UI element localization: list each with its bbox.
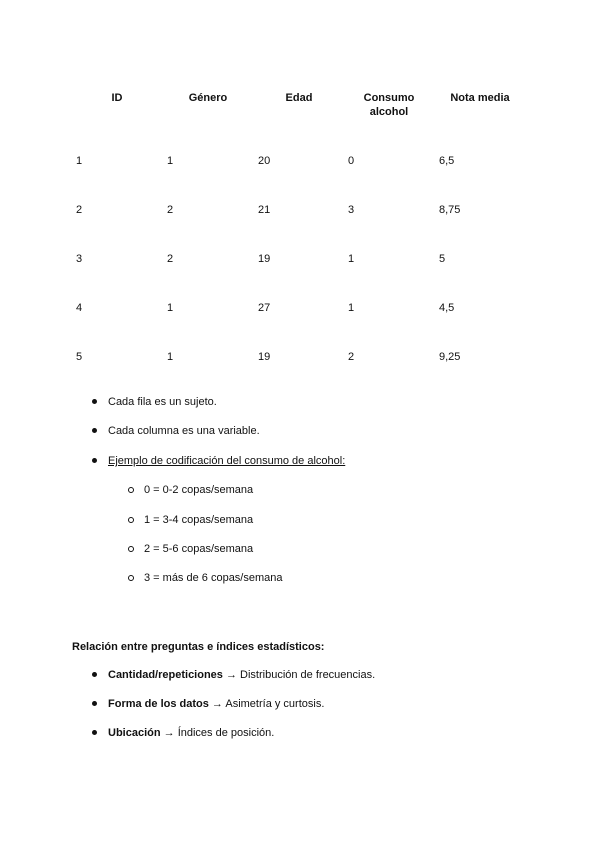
- cell-r1-id: 1: [76, 155, 83, 167]
- bullet-dot: [92, 428, 97, 433]
- header-id: ID: [111, 92, 123, 104]
- sub-item: 3 = más de 6 copas/semana: [144, 572, 283, 584]
- cell-r1-genero: 1: [167, 155, 174, 167]
- sub-item: 2 = 5-6 copas/semana: [144, 543, 254, 555]
- relation-item: [108, 726, 274, 740]
- note-item: Cada fila es un sujeto.: [108, 396, 217, 408]
- cell-r4-nota: 4,5: [439, 302, 455, 314]
- bullet-dot: [92, 730, 97, 735]
- cell-r4-id: 4: [76, 302, 83, 314]
- cell-r2-id: 2: [76, 204, 83, 216]
- header-genero: Género: [188, 92, 228, 104]
- header-nota-media: Nota media: [450, 92, 510, 104]
- cell-r5-nota: 9,25: [439, 351, 461, 363]
- sub-item: 0 = 0-2 copas/semana: [144, 484, 254, 496]
- cell-r3-id: 3: [76, 253, 83, 265]
- cell-r3-genero: 2: [167, 253, 174, 265]
- sub-item: 1 = 3-4 copas/semana: [144, 514, 254, 526]
- cell-r4-genero: 1: [167, 302, 174, 314]
- sub-bullet-circle: [128, 575, 134, 581]
- sub-bullet-circle: [128, 487, 134, 493]
- cell-r3-nota: 5: [439, 253, 446, 265]
- cell-r1-nota: 6,5: [439, 155, 455, 167]
- note-item: Cada columna es una variable.: [108, 425, 260, 437]
- cell-r5-edad: 19: [258, 351, 271, 363]
- cell-r2-genero: 2: [167, 204, 174, 216]
- cell-r4-consumo: 1: [348, 302, 355, 314]
- header-consumo-alcohol: Consumo alcohol: [363, 92, 415, 118]
- bullet-dot: [92, 701, 97, 706]
- bullet-dot: [92, 672, 97, 677]
- relation-term: Ubicación: [108, 727, 161, 739]
- relation-item: [108, 697, 324, 711]
- cell-r1-edad: 20: [258, 155, 271, 167]
- relation-desc: → Índices de posición.: [160, 727, 275, 739]
- relation-item: [108, 668, 375, 682]
- cell-r3-edad: 19: [258, 253, 271, 265]
- relation-term: Forma de los datos: [108, 698, 209, 710]
- bullet-dot: [92, 458, 97, 463]
- cell-r3-consumo: 1: [348, 253, 355, 265]
- relation-desc: → Asimetría y curtosis.: [208, 698, 325, 710]
- header-edad: Edad: [285, 92, 313, 104]
- cell-r4-edad: 27: [258, 302, 271, 314]
- relation-term: Cantidad/repeticiones: [108, 669, 223, 681]
- cell-r2-nota: 8,75: [439, 204, 461, 216]
- cell-r1-consumo: 0: [348, 155, 355, 167]
- cell-r2-edad: 21: [258, 204, 271, 216]
- bullet-dot: [92, 399, 97, 404]
- sub-bullet-circle: [128, 546, 134, 552]
- section-title: Relación entre preguntas e índices estadísticos:: [72, 641, 325, 653]
- cell-r5-consumo: 2: [348, 351, 355, 363]
- cell-r5-genero: 1: [167, 351, 174, 363]
- note-item-underlined: Ejemplo de codificación del consumo de alcohol:: [108, 455, 346, 467]
- sub-bullet-circle: [128, 517, 134, 523]
- cell-r5-id: 5: [76, 351, 83, 363]
- cell-r2-consumo: 3: [348, 204, 355, 216]
- relation-desc: → Distribución de frecuencias.: [222, 669, 376, 681]
